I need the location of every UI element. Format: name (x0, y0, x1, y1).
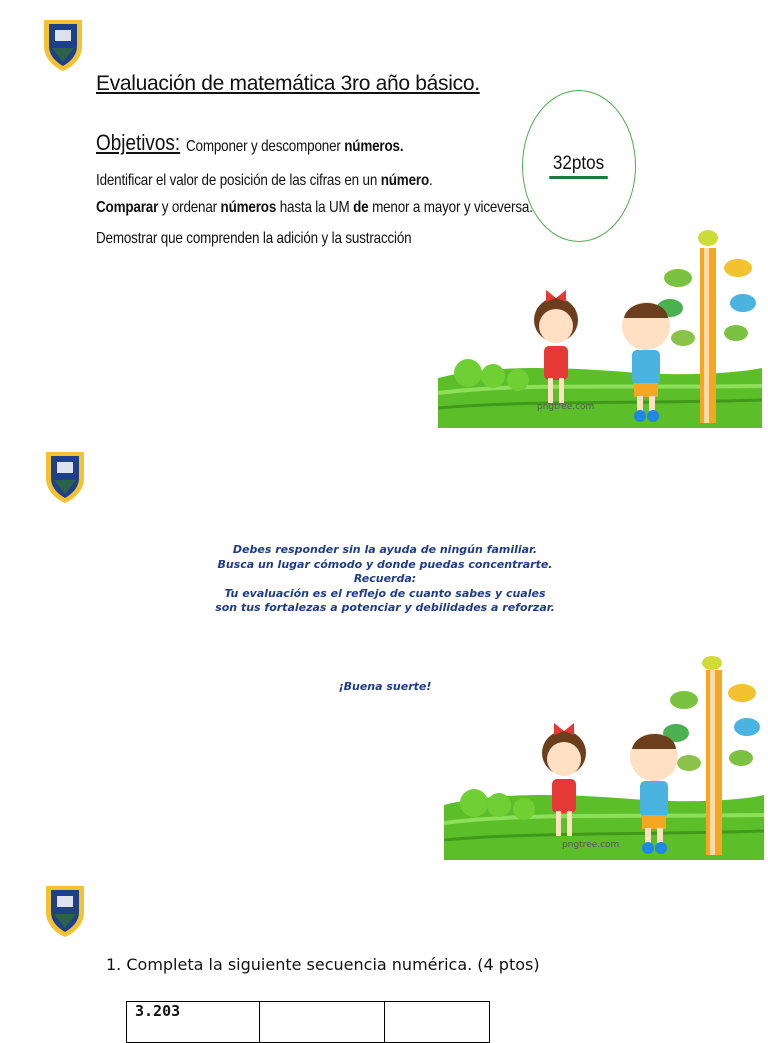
objective-line-1-text: Componer y descomponer (186, 138, 345, 155)
sequence-cell-1: 3.203 (127, 1002, 260, 1043)
objective-line-3-t2: hasta la UM (276, 199, 354, 216)
objective-line-2 (96, 172, 433, 190)
objective-line-3-b2: números (220, 199, 277, 216)
objective-line-3 (96, 199, 533, 217)
sequence-cell-3[interactable] (385, 1002, 490, 1043)
instruction-line: Busca un lugar cómodo y donde puedas concentrarte. (217, 557, 553, 571)
objective-line-2-end: . (428, 172, 433, 189)
objective-line-1-bold: números. (344, 138, 404, 155)
instruction-line: Debes responder sin la ayuda de ningún familiar. (232, 543, 538, 556)
instruction-line: son tus fortalezas a potenciar y debilidades a reforzar. (215, 601, 555, 614)
sequence-table (126, 1001, 490, 1043)
instruction-line: Tu evaluación es el reflejo de cuanto sabes y cuales (224, 586, 546, 600)
page-title: Evaluación de matemática 3ro año básico. (96, 72, 480, 95)
objective-line-2-bold: número (380, 172, 429, 189)
objectives-label: Objetivos: (96, 130, 181, 155)
school-crest-icon (42, 882, 88, 938)
watermark-1: pngtree.com (537, 402, 595, 412)
objective-line-4: Demostrar que comprenden la adición y la sustracción (96, 230, 412, 247)
good-luck-text: ¡Buena suerte! (338, 680, 432, 693)
objective-line-3-b1: Comparar (96, 199, 159, 216)
table-row (127, 1002, 490, 1043)
points-circle (522, 90, 636, 242)
instruction-line: Recuerda: (353, 572, 417, 585)
objective-line-3-b3: de (353, 199, 369, 216)
objective-line-3-t1: y ordenar (158, 199, 221, 216)
kids-tree-illustration (438, 228, 762, 428)
instructions-block (150, 543, 620, 616)
school-crest-icon (40, 16, 86, 72)
kids-tree-illustration (444, 655, 764, 860)
watermark-2: pngtree.com (562, 840, 620, 850)
objective-line-3-t3: menor a mayor y viceversa. (368, 199, 533, 216)
question-1-text: 1. Completa la siguiente secuencia numérica. (4 ptos) (106, 955, 540, 974)
objective-line-2-text: Identificar el valor de posición de las cifras en un (96, 172, 381, 189)
objective-line-1 (186, 138, 403, 156)
school-crest-icon (42, 448, 88, 504)
total-points: 32ptos (550, 153, 609, 179)
sequence-cell-2[interactable] (260, 1002, 385, 1043)
